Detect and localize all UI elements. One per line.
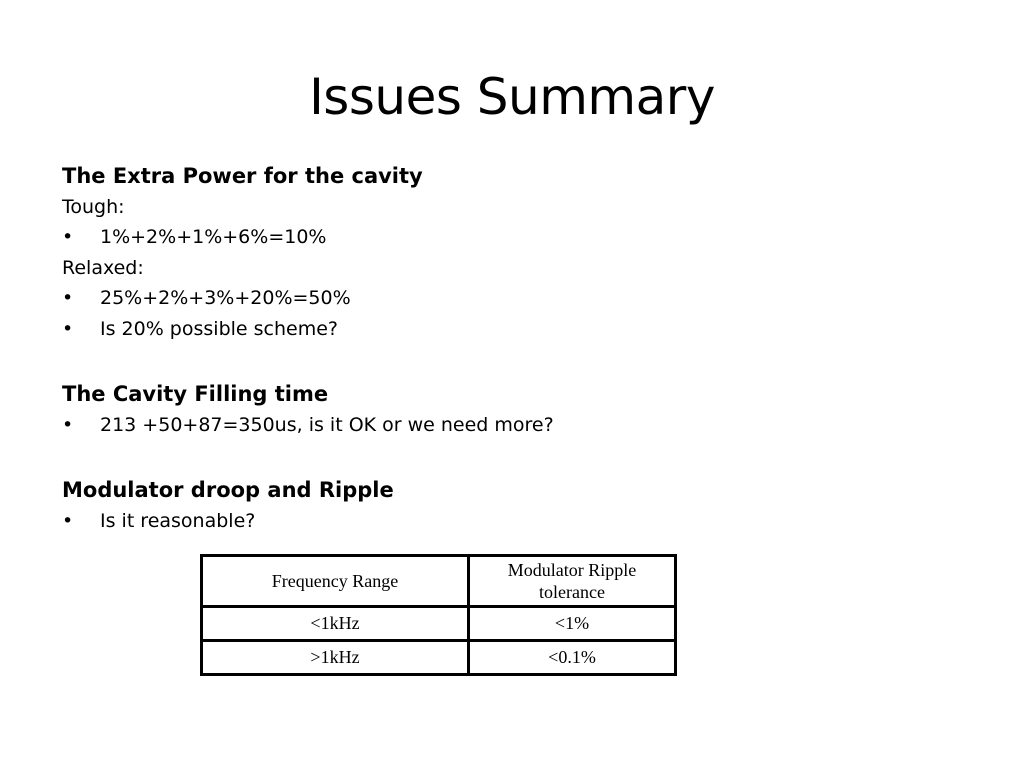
bullet-icon: • <box>62 414 74 436</box>
bullet-text: Is 20% possible scheme? <box>100 318 339 340</box>
bullet-icon: • <box>62 510 74 532</box>
ripple-tolerance-table <box>200 554 677 676</box>
section-heading-modulator: Modulator droop and Ripple <box>62 478 394 502</box>
table-header-cell: Modulator Ripple tolerance <box>469 556 676 607</box>
section-heading-extra-power: The Extra Power for the cavity <box>62 164 423 188</box>
bullet-item <box>62 410 962 441</box>
table-header-cell: Frequency Range <box>202 556 469 607</box>
text-line: Relaxed: <box>62 257 144 279</box>
bullet-text: 25%+2%+3%+20%=50% <box>100 287 351 309</box>
bullet-item <box>62 222 962 253</box>
bullet-text: 1%+2%+1%+6%=10% <box>100 226 327 248</box>
bullet-icon: • <box>62 318 74 340</box>
bullet-item <box>62 283 962 314</box>
section-heading-filling-time: The Cavity Filling time <box>62 382 329 406</box>
slide-title: Issues Summary <box>309 68 715 126</box>
table-cell: <1% <box>469 607 676 641</box>
bullet-item <box>62 314 962 345</box>
text-line: Tough: <box>62 196 125 218</box>
table-row <box>202 641 676 675</box>
table-cell: <0.1% <box>469 641 676 675</box>
bullet-text: 213 +50+87=350us, is it OK or we need more? <box>100 414 554 436</box>
spacer <box>62 345 962 378</box>
table-cell: <1kHz <box>202 607 469 641</box>
table-row <box>202 607 676 641</box>
table-cell: >1kHz <box>202 641 469 675</box>
table-header-row <box>202 556 676 607</box>
bullet-item <box>62 506 962 537</box>
bullet-icon: • <box>62 226 74 248</box>
bullet-text: Is it reasonable? <box>100 510 256 532</box>
slide-body <box>62 160 962 537</box>
spacer <box>62 441 962 474</box>
bullet-icon: • <box>62 287 74 309</box>
